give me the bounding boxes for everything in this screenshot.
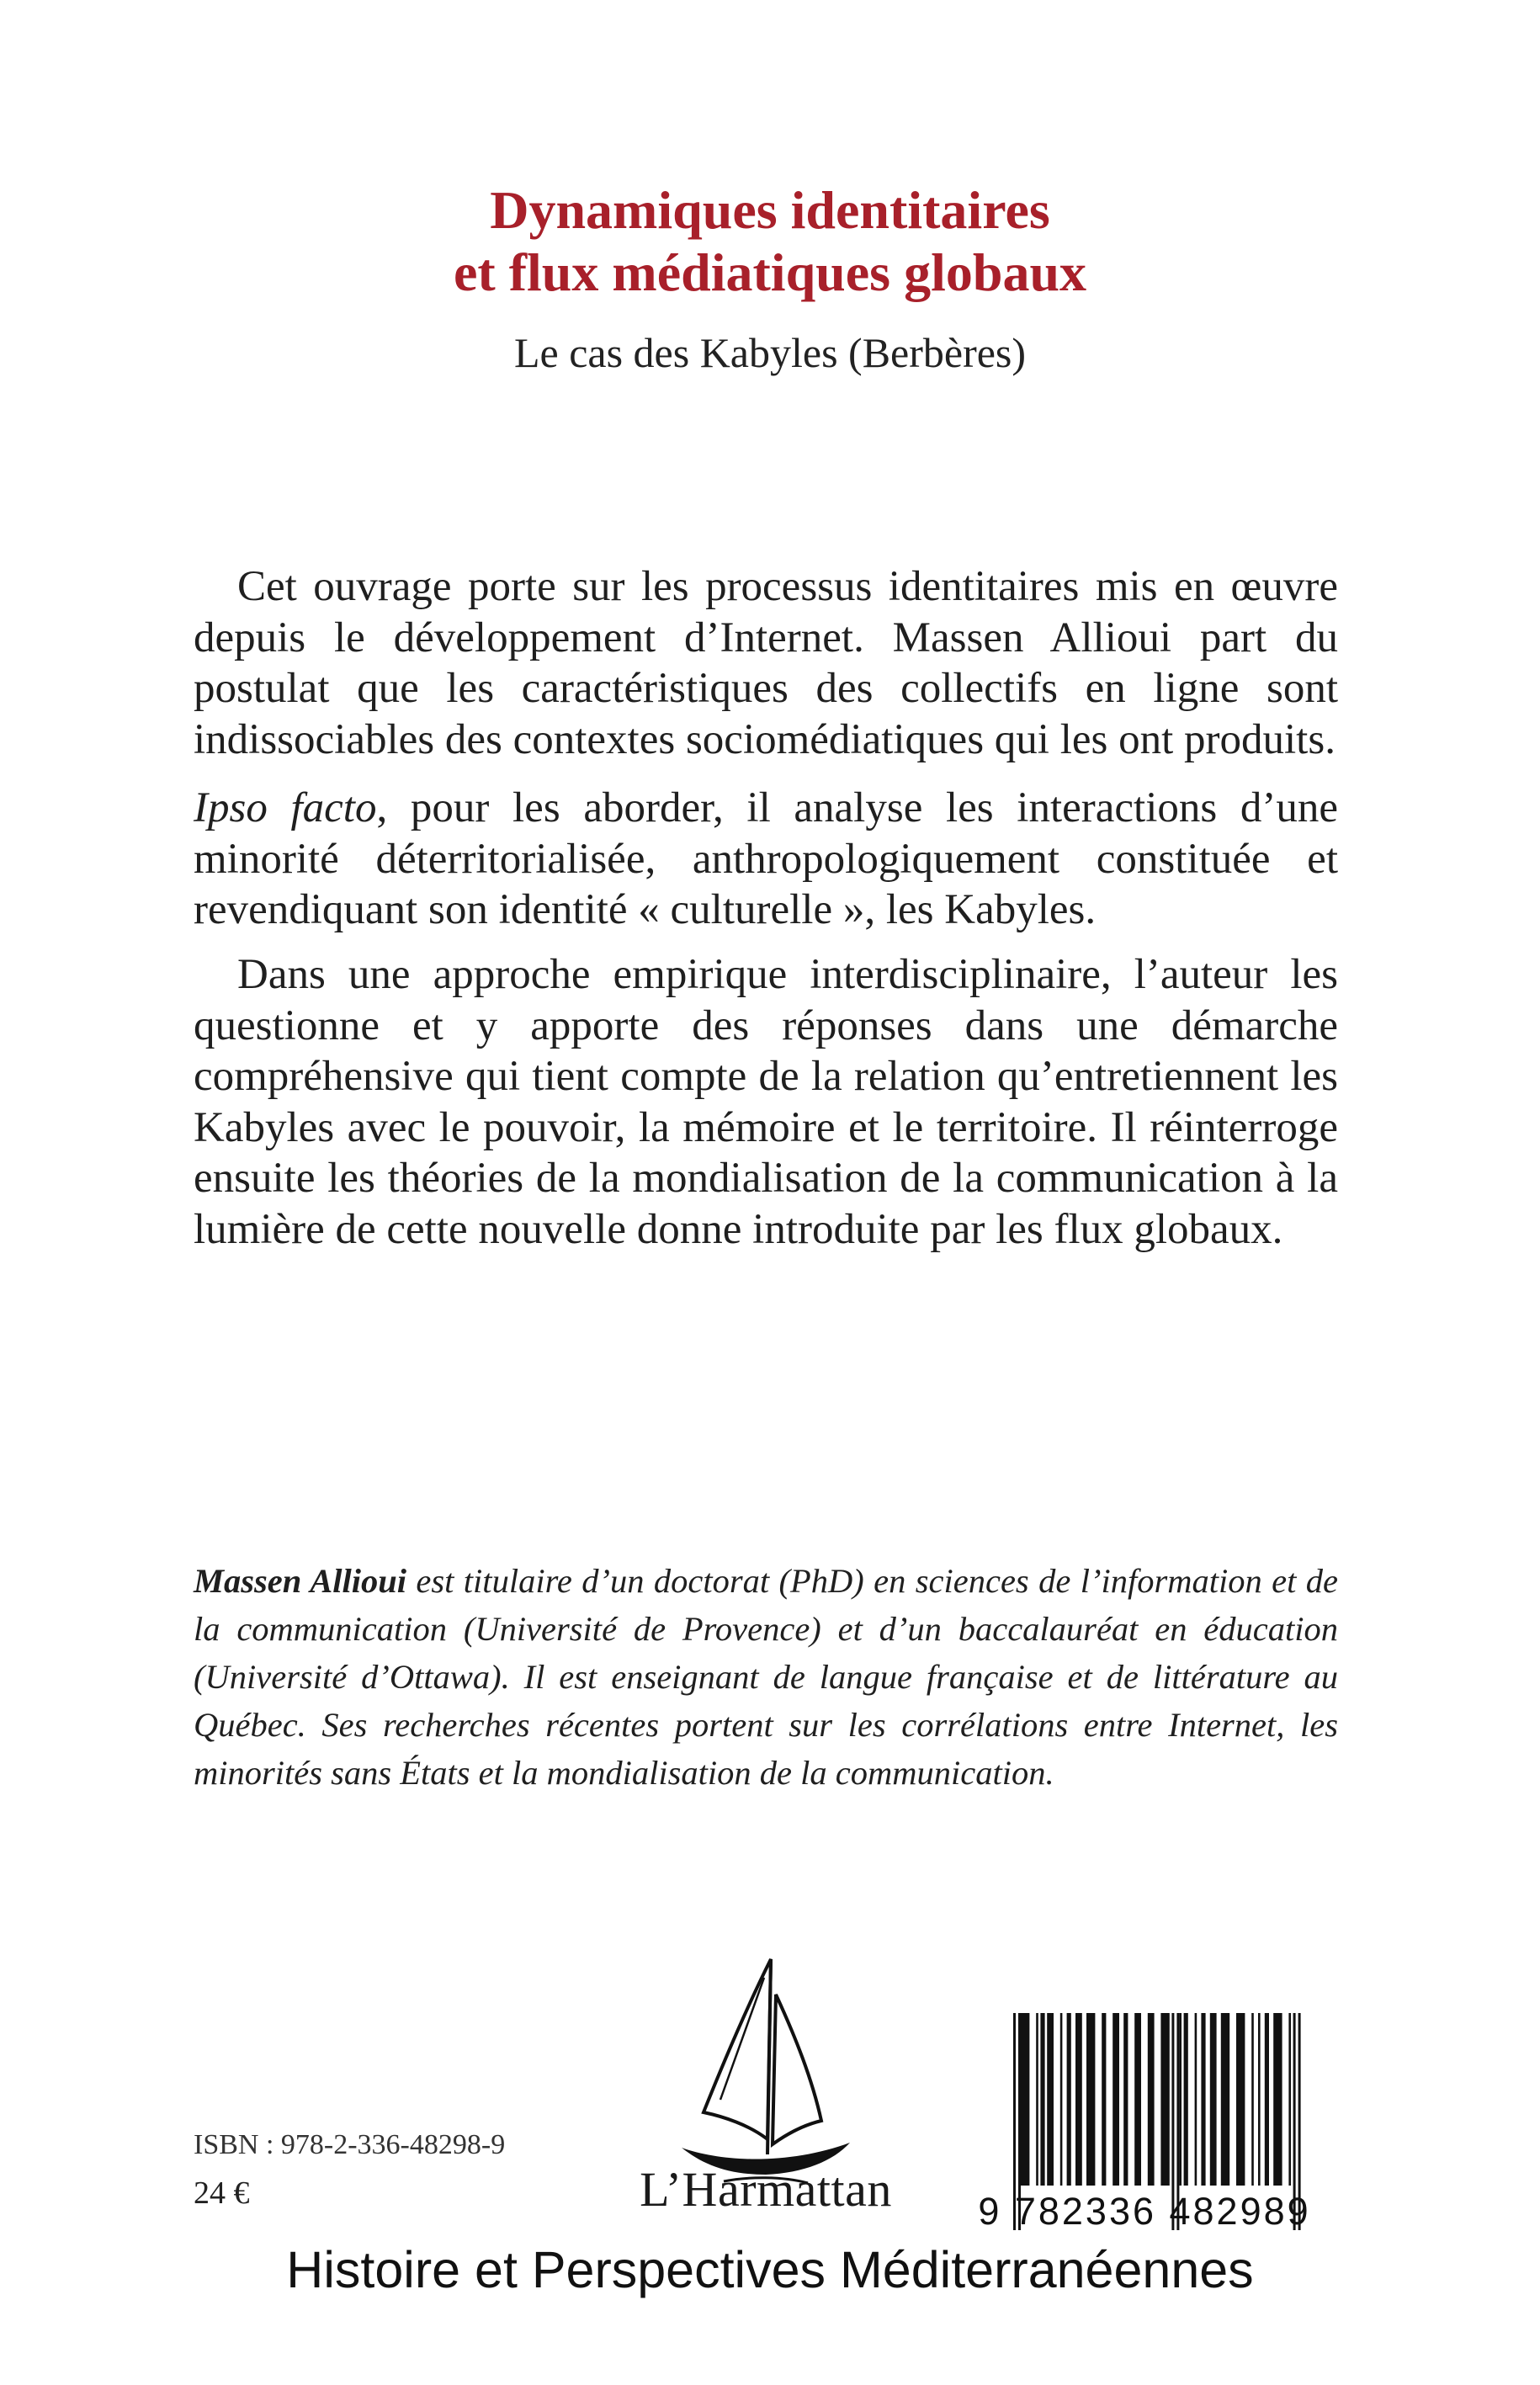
barcode-bar: [1236, 2013, 1245, 2186]
barcode-bar: [1221, 2013, 1229, 2186]
barcode-bar: [1075, 2013, 1082, 2186]
book-subtitle: Le cas des Kabyles (Berbères): [513, 329, 1027, 376]
barcode-bar: [1067, 2013, 1071, 2186]
isbn: ISBN : 978-2-336-48298-9: [194, 2129, 506, 2160]
book-title-line-1: Dynamiques identitaires: [490, 180, 1050, 240]
barcode-bar: [1123, 2013, 1128, 2186]
barcode-bar: [1258, 2013, 1261, 2186]
author-bio-text: est titulaire d’un doctorat (PhD) en sciences de l’information et de la communication (Université de Provence) et d’un baccalauréat en éducation (Université d’Ottawa). Il est enseignant de langue française et de littérature au Québec. Ses recherches récentes portent sur les corrélations entre Internet, les minorités sans États et la mondialisation de la communication.: [194, 1562, 1339, 1792]
author-bio: [194, 1557, 1338, 1797]
barcode-bar: [1060, 2013, 1063, 2186]
barcode-bar: [1195, 2013, 1197, 2186]
barcode-bar: [1160, 2013, 1169, 2186]
collection-name: Histoire et Perspectives Méditerranéennes: [286, 2241, 1254, 2298]
barcode-bar: [1113, 2013, 1119, 2186]
barcode-bar: [1273, 2013, 1282, 2186]
blurb-emphasis: Ipso facto: [194, 784, 377, 831]
book-title-line-2: et flux médiatiques globaux: [453, 242, 1087, 302]
barcode-bar: [1251, 2013, 1254, 2186]
barcode-bar: [1036, 2013, 1038, 2186]
barcode-bar: [1040, 2013, 1044, 2186]
publisher-name: L’Harmattan: [640, 2162, 892, 2217]
barcode-bar: [1288, 2013, 1291, 2186]
barcode-bar: [1184, 2013, 1188, 2186]
blurb-paragraph-1: Cet ouvrage porte sur les processus identitaires mis en œuvre depuis le développement d’Internet. Massen Allioui part du postulat que les caractéristiques des collectifs en ligne sont indissociables des contextes sociomédiatiques qui les ont produits.: [194, 563, 1338, 763]
price: 24 €: [194, 2175, 250, 2211]
barcode-bar: [1047, 2013, 1054, 2186]
blurb-paragraph-3: Dans une approche empirique interdisciplinaire, l’auteur les questionne et y apporte des réponses dans une démarche compréhensive qui tient compte de la relation qu’entretiennent les Kabyles avec le pouvoir, la mémoire et le territoire. Il réinterroge ensuite les théories de la mondialisation de la communication à la lumière de cette nouvelle donne introduite par les flux globaux.: [194, 951, 1338, 1253]
author-name: Massen Allioui: [194, 1562, 406, 1600]
barcode-bar: [1210, 2013, 1217, 2186]
barcode-bar: [1021, 2013, 1029, 2186]
barcode-bar: [1134, 2013, 1141, 2186]
barcode-bar: [1102, 2013, 1106, 2186]
barcode-bar: [1086, 2013, 1095, 2186]
blurb-paragraph-2-text: , pour les aborder, il analyse les interactions d’une minorité déterritorialisée, anthropologiquement constituée et revendiquant son identité « culturelle », les Kabyles.: [194, 784, 1338, 933]
barcode-bar: [1201, 2013, 1205, 2186]
barcode-bar: [1179, 2013, 1182, 2186]
barcode-bar: [1265, 2013, 1269, 2186]
barcode-bar: [1148, 2013, 1155, 2186]
barcode-digits: 9 782336 482989: [978, 2190, 1311, 2233]
blurb-paragraph-2: [194, 783, 1338, 936]
